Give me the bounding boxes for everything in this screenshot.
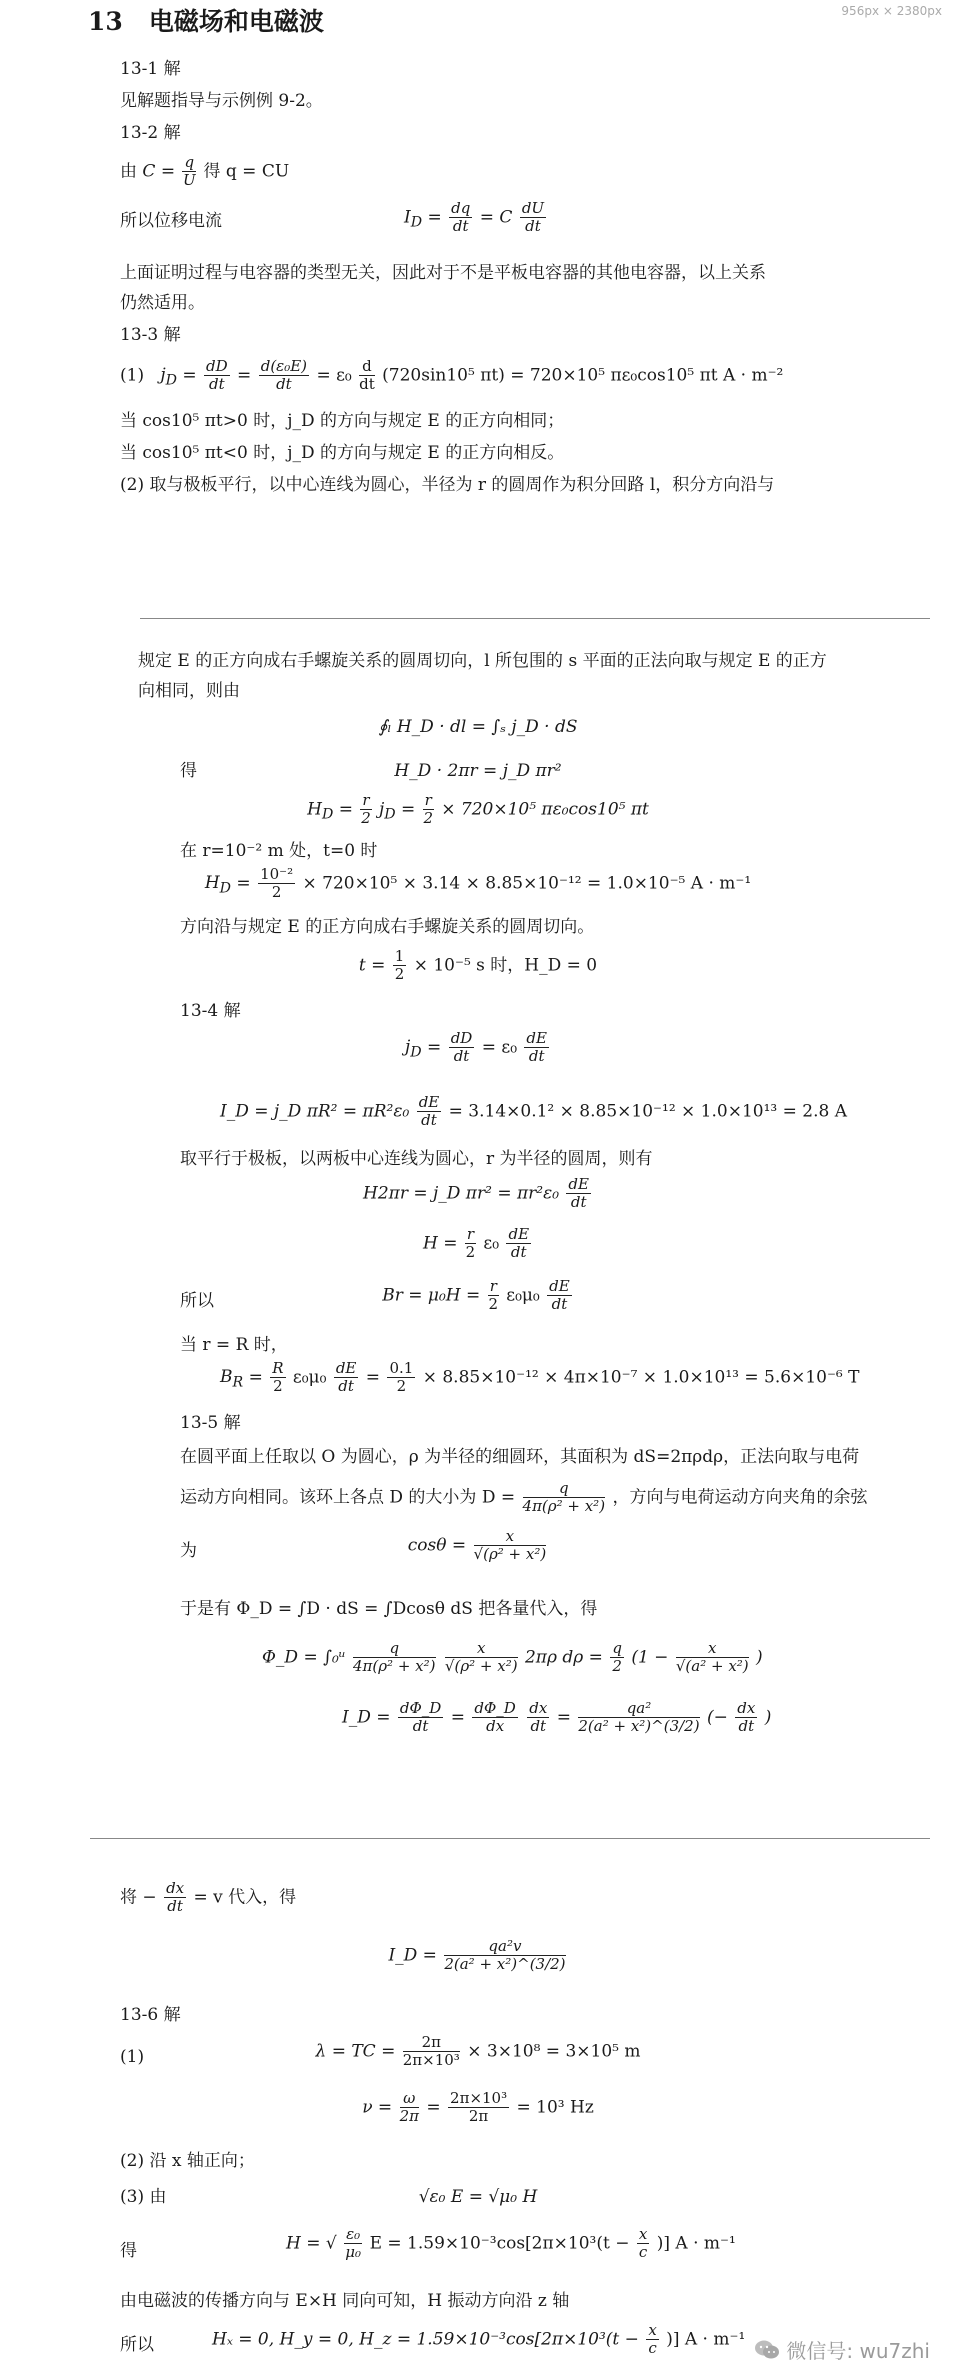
denominator: 2: [396, 1377, 407, 1396]
numerator: dE: [508, 1225, 530, 1243]
math-fragment: I: [404, 207, 411, 228]
equation-line: [0, 1938, 956, 1974]
numerator: dx: [166, 1879, 185, 1897]
denominator: √(ρ² + x²): [444, 1657, 518, 1676]
numerator: qa²v: [444, 1938, 565, 1956]
equation-line: Br = μ₀H = $\frac{r}{2}$ ε₀μ₀ $\frac{dE}{dt}$: [382, 1277, 570, 1314]
equation-line: $H_D$ = $\frac{\text{10⁻²}}{2}$ × 720×10⁵ × 3.14 × 8.85×10⁻¹² = 1.0×10⁻⁵ A · m⁻¹: [204, 865, 752, 902]
math-fragment: 2πρ dρ =: [524, 1647, 603, 1668]
numerator: r: [362, 791, 370, 809]
denominator: dt: [570, 1193, 587, 1212]
fraction: [448, 2090, 509, 2126]
numerator: dE: [568, 1175, 589, 1193]
denominator: 2: [612, 1657, 622, 1676]
fraction: [353, 1640, 436, 1676]
denominator: 2: [271, 883, 282, 902]
math-fragment: (1 −: [631, 1647, 669, 1668]
denominator: 2π: [399, 2107, 419, 2126]
fraction: [449, 1030, 475, 1066]
denominator: 4π(ρ² + x²): [352, 1657, 436, 1676]
numerator: r: [424, 791, 432, 809]
fraction: [506, 1226, 531, 1262]
text-fragment: 将 −: [120, 1887, 157, 1908]
denominator: 2: [423, 809, 434, 828]
text-line: 所以位移电流: [120, 211, 222, 231]
text-line: 得: [180, 761, 197, 781]
numerator: r: [489, 1277, 497, 1295]
fraction: [359, 358, 375, 394]
math-fragment: I_D =: [342, 1707, 391, 1728]
fraction: [360, 792, 371, 828]
numerator: 0.1: [389, 1359, 414, 1377]
fraction: [735, 1700, 757, 1736]
text-line: 上面证明过程与电容器的类型无关，因此对于不是平板电容器的其他电容器，以上关系: [120, 263, 766, 283]
fraction: [578, 1700, 699, 1736]
equation-line: [120, 1880, 296, 1916]
numerator: dx: [529, 1699, 548, 1717]
equation-line: H = $\frac{r}{2}$ ε₀ $\frac{dE}{dt}$: [422, 1225, 530, 1262]
denominator: dt: [453, 1047, 470, 1066]
numerator: dq: [451, 199, 471, 217]
equation-line: [0, 2034, 956, 2070]
fraction: [164, 1880, 186, 1916]
fraction: [637, 2226, 649, 2262]
text-line: 所以: [180, 1291, 214, 1311]
numerator: x: [676, 1640, 749, 1658]
fraction: [646, 2322, 658, 2358]
fraction: [403, 2034, 460, 2070]
denominator: dt: [338, 1377, 354, 1396]
numerator: r: [466, 1225, 475, 1243]
watermark-text: 微信号: wu7zhi: [786, 2339, 930, 2363]
equation-line: $B_R$ = $\frac{R}{2}$ ε₀μ₀ $\frac{dE}{dt}$ = $\frac{0.1}{2}$ × 8.85×10⁻¹² × 4π×10⁻⁷ × 1.0×10¹³ = 5.6×10⁻⁶ T: [220, 1359, 860, 1396]
math-fragment: cosθ =: [407, 1535, 467, 1556]
denominator: dt: [209, 375, 225, 394]
equation-line: $j_D$ = $\frac{dD}{dt}$ = ε₀ $\frac{dE}{dt}$: [405, 1029, 547, 1066]
denominator: μ₀: [345, 2243, 362, 2262]
numerator: dD: [206, 357, 228, 375]
text-line: 在圆平面上任取以 O 为圆心，ρ 为半径的细圆环，其面积为 dS=2πρdρ，正法向取与电荷: [180, 1447, 860, 1467]
denominator: dt: [167, 1897, 183, 1916]
numerator: q: [612, 1639, 622, 1657]
numerator: ε₀: [346, 2225, 361, 2243]
text-line: 仍然适用。: [120, 293, 205, 313]
numerator: ω: [400, 2090, 419, 2108]
text-line: (1): [120, 2047, 145, 2067]
denominator: dt: [421, 1111, 437, 1130]
numerator: d: [359, 358, 375, 376]
numerator: 10⁻²: [260, 865, 294, 883]
page-divider: [90, 1838, 930, 1839]
fraction: [524, 1030, 549, 1066]
denominator: dt: [452, 217, 469, 236]
text-fragment: × 10⁻⁵ s 时，H_D = 0: [413, 955, 598, 976]
text-line: (2) 沿 x 轴正向；: [120, 2151, 255, 2171]
text-line: 取平行于极板，以两板中心连线为圆心，r 为半径的圆周，则有: [180, 1149, 653, 1169]
text-line: 由电磁波的传播方向与 E×H 同向可知，H 振动方向沿 z 轴: [120, 2291, 570, 2311]
page-divider: [140, 618, 930, 619]
math-fragment: Br = μ₀H =: [382, 1285, 481, 1306]
chapter-title: 电磁场和电磁波: [148, 7, 324, 36]
math-fragment: λ = TC =: [315, 2041, 396, 2062]
denominator: dt: [551, 1295, 568, 1314]
denominator: U: [182, 171, 196, 190]
text-line: 当 r = R 时，: [180, 1335, 288, 1355]
equation-line: [262, 1640, 763, 1676]
equation-line: [180, 1480, 867, 1516]
equation-line: H = √ $\frac{\text{ε₀}}{\text{μ₀}}$ E = 1.59×10⁻³cos[2π×10³(t − $\frac{x}{c}$ )] A · m⁻¹: [286, 2225, 736, 2262]
numerator: 2π: [403, 2034, 460, 2052]
image-dimensions: 956px × 2380px: [841, 4, 942, 18]
fraction: [474, 1528, 547, 1564]
denominator: 2π: [468, 2107, 489, 2126]
equation-line: $H_D$ = $\frac{r}{2}$ $j_D$ = $\frac{r}{2}$ × 720×10⁵ πε₀cos10⁵ πt: [307, 791, 649, 828]
text-fragment: 由: [120, 161, 137, 182]
numerator: x: [648, 2321, 657, 2339]
numerator: dE: [418, 1093, 440, 1111]
chapter-number: 13: [88, 7, 123, 36]
denominator: dx: [486, 1717, 505, 1736]
denominator: √(ρ² + x²): [473, 1545, 547, 1564]
problem-13-5-heading: 13-5 解: [180, 1413, 241, 1433]
text-line: 方向沿与规定 E 的正方向成右手螺旋关系的圆周切向。: [180, 917, 595, 937]
fraction: [204, 358, 230, 394]
denominator: dt: [525, 217, 541, 236]
numerator: dD: [450, 1029, 473, 1047]
denominator: dt: [738, 1717, 755, 1736]
math-fragment: I_D = j_D πR² = πR²ε₀: [220, 1101, 410, 1122]
numerator: dU: [521, 199, 545, 217]
denominator: dt: [530, 1717, 547, 1736]
denominator: 2(a² + x²)^(3/2): [578, 1717, 700, 1736]
numerator: dE: [549, 1277, 570, 1295]
fraction: [445, 1640, 518, 1676]
equation-line: (1) $j_D$ = $\frac{dD}{dt}$ = $\frac{\text{d(ε₀E)}}{dt}$ = ε₀ $\frac{d}{dt}$ (720sin10⁵ πt) = 720×10⁵ πε₀cos10⁵ πt A · m⁻²: [120, 357, 784, 394]
text-fragment: (720sin10⁵ πt) = 720×10⁵ πε₀cos10⁵ πt A · m⁻²: [382, 365, 784, 386]
denominator: 2(a² + x²)^(3/2): [444, 1955, 566, 1974]
text-fragment: × 720×10⁵ πε₀cos10⁵ πt: [441, 799, 649, 820]
numerator: dΦ_D: [474, 1699, 516, 1717]
text-fragment: × 720×10⁵ × 3.14 × 8.85×10⁻¹² = 1.0×10⁻⁵ A · m⁻¹: [302, 873, 752, 894]
denominator: 2: [273, 1377, 283, 1396]
denominator: 2: [394, 965, 405, 984]
text-fragment: = 10³ Hz: [516, 2097, 594, 2118]
fraction: [423, 792, 434, 828]
text-fragment: × 8.85×10⁻¹² × 4π×10⁻⁷ × 1.0×10¹³ = 5.6×10⁻⁶ T: [422, 1367, 860, 1388]
numerator: qa²: [578, 1700, 699, 1718]
denominator: 4π(ρ² + x²): [522, 1497, 606, 1516]
math-fragment: ): [756, 1647, 763, 1668]
fraction: [488, 1278, 499, 1314]
text-fragment: )] A · m⁻¹: [666, 2329, 746, 2350]
numerator: x: [445, 1640, 518, 1658]
problem-13-3-heading: 13-3 解: [120, 325, 181, 345]
problem-13-2-heading: 13-2 解: [120, 123, 181, 143]
text-line: 规定 E 的正方向成右手螺旋关系的圆周切向，l 所包围的 s 平面的正法向取与规定 E 的正方: [138, 651, 827, 671]
denominator: dt: [359, 375, 375, 394]
denominator: 2π×10³: [402, 2051, 460, 2070]
fraction: [547, 1278, 572, 1314]
equation-line: ν = $\frac{\omega}{2\pi}$ = $\frac{\text{2π×10³}}{2\pi}$ = 10³ Hz: [362, 2089, 594, 2126]
numerator: R: [272, 1359, 284, 1377]
numerator: dE: [335, 1359, 357, 1377]
fraction: [258, 866, 295, 902]
fraction: [465, 1226, 476, 1262]
numerator: dE: [526, 1029, 547, 1047]
problem-13-1-heading: 13-1 解: [120, 59, 181, 79]
math-fragment: H =: [422, 1233, 458, 1254]
denominator: dt: [510, 1243, 527, 1262]
problem-13-4-heading: 13-4 解: [180, 1001, 241, 1021]
fraction: [444, 1938, 565, 1974]
text-line: (3) 由: [120, 2187, 167, 2207]
text-line: 得: [120, 2241, 137, 2261]
fraction: [393, 948, 407, 984]
fraction: [417, 1094, 442, 1130]
fraction: [449, 200, 472, 236]
fraction: [270, 1360, 285, 1396]
text-fragment: (1): [120, 365, 145, 386]
math-fragment: Hₓ = 0, H_y = 0, H_z = 1.59×10⁻³cos[2π×10³(t −: [212, 2329, 639, 2350]
text-fragment: = 3.14×0.1² × 8.85×10⁻¹² × 1.0×10¹³ = 2.8 A: [448, 1101, 847, 1122]
fraction: [387, 1360, 415, 1396]
fraction: [259, 358, 309, 394]
fraction: [398, 1700, 443, 1736]
equation-line: $I_D$ = $\frac{dq}{dt}$ = C $\frac{dU}{dt}$: [404, 199, 545, 236]
text-line: 见解题指导与示例例 9-2。: [120, 91, 323, 111]
numerator: dx: [737, 1699, 756, 1717]
wechat-watermark: [754, 2335, 930, 2366]
fraction: [610, 1640, 624, 1676]
denominator: dt: [412, 1717, 429, 1736]
math-fragment: Φ_D = ∫₀ᵘ: [262, 1647, 346, 1668]
equation-line: [212, 2322, 745, 2358]
denominator: c: [638, 2243, 648, 2262]
fraction: [676, 1640, 749, 1676]
text-fragment: × 3×10⁸ = 3×10⁵ m: [467, 2041, 641, 2062]
text-fragment: ，方向与电荷运动方向夹角的余弦: [612, 1487, 868, 1508]
text-line: 在 r=10⁻² m 处，t=0 时: [180, 841, 378, 861]
fraction: [182, 154, 196, 190]
equation-line: ∮ₗ H_D · dl = ∫ₛ j_D · dS: [378, 717, 578, 737]
wechat-icon: [754, 2339, 780, 2366]
equation-line: [220, 1094, 847, 1130]
fraction: [566, 1176, 591, 1212]
equation-line: √ε₀ E = √μ₀ H: [418, 2187, 538, 2207]
text-line: 当 cos10⁵ πt<0 时，j_D 的方向与规定 E 的正方向相反。: [120, 443, 565, 463]
problem-13-6-heading: 13-6 解: [120, 2005, 181, 2025]
denominator: √(a² + x²): [675, 1657, 749, 1676]
numerator: q: [184, 153, 195, 171]
numerator: x: [474, 1528, 547, 1546]
denominator: dt: [528, 1047, 545, 1066]
math-fragment: I_D =: [388, 1945, 437, 1966]
fraction: [334, 1360, 359, 1396]
numerator: dΦ_D: [399, 1699, 442, 1717]
equation-line: [0, 1176, 956, 1212]
fraction: [400, 2090, 419, 2126]
fraction: [523, 1480, 606, 1516]
denominator: 2: [465, 1243, 476, 1262]
denominator: 2: [361, 809, 371, 828]
fraction: [527, 1700, 549, 1736]
text-line: 为: [180, 1541, 197, 1561]
equation-line: [0, 1528, 956, 1564]
math-fragment: ): [764, 1707, 772, 1728]
numerator: x: [638, 2225, 648, 2243]
numerator: 2π×10³: [450, 2089, 508, 2107]
text-line: (2) 取与极板平行，以中心连线为圆心，半径为 r 的圆周作为积分回路 l，积分方向沿与: [120, 475, 775, 495]
numerator: q: [353, 1640, 436, 1658]
text-fragment: E = 1.59×10⁻³cos[2π×10³(t −: [369, 2233, 630, 2254]
math-fragment: ν =: [362, 2097, 393, 2118]
text-fragment: )] A · m⁻¹: [656, 2233, 736, 2254]
chapter-heading: [88, 6, 324, 39]
denominator: c: [648, 2339, 657, 2358]
text-line: 向相同，则由: [138, 681, 240, 701]
denominator: dt: [276, 375, 292, 394]
denominator: 2: [488, 1295, 499, 1314]
text-fragment: 得 q = CU: [203, 161, 290, 182]
numerator: d(ε₀E): [260, 357, 308, 375]
math-fragment: (−: [706, 1707, 728, 1728]
numerator: q: [523, 1480, 606, 1498]
math-fragment: H2πr = j_D πr² = πr²ε₀: [363, 1183, 560, 1204]
text-line: 于是有 Φ_D = ∫D · dS = ∫Dcosθ dS 把各量代入，得: [180, 1599, 598, 1619]
text-line: 当 cos10⁵ πt>0 时，j_D 的方向与规定 E 的正方向相同；: [120, 411, 565, 431]
text-fragment: 运动方向相同。该环上各点 D 的大小为 D =: [180, 1487, 516, 1508]
text-line: 所以: [120, 2335, 154, 2355]
equation-line: [120, 154, 289, 190]
equation-line: t = $\frac{1}{2}$ × 10⁻⁵ s 时，H_D = 0: [358, 947, 598, 984]
equation-line: H_D · 2πr = j_D πr²: [394, 761, 562, 781]
math-fragment: C =: [142, 161, 176, 182]
fraction: [472, 1700, 517, 1736]
fraction: [344, 2226, 362, 2262]
fraction: [520, 200, 546, 236]
text-fragment: = v 代入，得: [193, 1887, 297, 1908]
numerator: 1: [394, 947, 405, 965]
equation-line: I_D = $\frac{d\Phi\_D}{dt}$ = $\frac{d\Phi\_D}{dx}$ $\frac{dx}{dt}$ = $\frac{\text{qa²}}{\text{2(a² + x²)\textasciicircum{}(3/2)}}$ (− $\frac{dx}{dt}$ ): [342, 1699, 772, 1736]
